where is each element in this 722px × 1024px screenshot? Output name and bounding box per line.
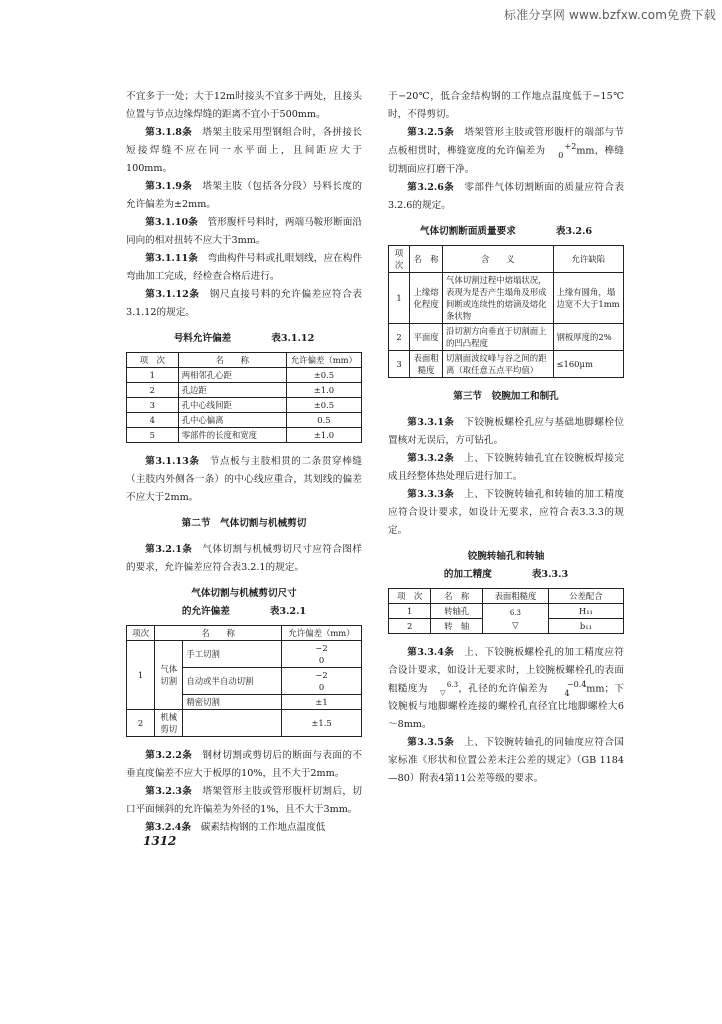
table-row: 4 孔中心偏离 0.5	[127, 413, 362, 428]
table-header: 含 义	[443, 245, 553, 272]
table-row: 2 平面度 沿切割方向垂直于切割面上的凹凸程度 钢板厚度的2%	[389, 323, 624, 350]
table-header: 项 次	[127, 353, 179, 368]
table-3-2-6	[388, 245, 624, 378]
table-header: 项 次	[389, 588, 431, 603]
clause-3-2-2: 第3.2.2条 钢材切割或剪切后的断面与表面的不垂直度偏差不应大于板厚的10%，且不大于2mm。	[126, 750, 363, 779]
clause-3-2-6: 第3.2.6条 零部件气体切割断面的质量应符合表3.2.6的规定。	[388, 181, 625, 211]
table-header: 公差配合	[548, 588, 623, 603]
table-row: 1 气体切割 手工切割 −2 0	[127, 641, 362, 668]
clause-3-3-3: 第3.3.3条 上、下铰腕转轴孔和转轴的加工精度应符合设计要求，如设计无要求，应符合表3.3.3的规定。	[388, 488, 625, 536]
page-number: 1312	[143, 834, 177, 848]
right-column	[388, 88, 624, 788]
clause-3-2-3: 第3.2.3条 塔架管形主肢或管形腹杆切割后，切口平面倾斜的允许偏差为外径的1%，且不大于3mm。	[126, 786, 363, 815]
section-heading: 第二节 气体切割与机械剪切	[181, 518, 307, 529]
table-caption: 铰腕转轴孔和转轴	[467, 550, 545, 562]
table-caption: 气体切割断面质量要求 表3.2.6	[419, 225, 593, 237]
table-row: 2 机械剪切 ±1.5	[127, 710, 362, 737]
table-header: 表面粗糙度	[482, 588, 548, 603]
table-row: 3 孔中心线间距 ±0.5	[127, 398, 362, 413]
table-row: 3 表面粗糙度 切割面波纹峰与谷之间的距离（取任意五点平均值） ≤160μm	[389, 350, 624, 377]
clause-3-3-4: 第3.3.4条 上、下铰腕板螺栓孔的加工精度应符合设计要求，如设计无要求时，上铰腕板螺栓孔的表面粗糙度为 6.3 ▽ ，孔径的允许偏差为 −0.4 4 mm；下铰腕板与地脚螺栓连接的螺栓孔直径宜比地脚螺栓大6～8mm。	[388, 646, 625, 730]
table-header: 允许缺陷	[553, 245, 624, 272]
clause-3-3-1: 第3.3.1条 下铰腕板螺栓孔应与基础地脚螺栓位置核对无误后，方可钻孔。	[388, 416, 625, 446]
clause-3-2-1: 第3.2.1条 气体切割与机械剪切尺寸应符合图样的要求，允许偏差应符合表3.2.1的规定。	[126, 544, 363, 573]
clause-3-1-10: 第3.1.10条 管形腹杆号料时，两端马鞍形断面沿同向的相对扭转不应大于3mm。	[126, 217, 362, 246]
table-row: 5 零部件的长度和宽度 ±1.0	[127, 428, 362, 443]
clause-3-3-2: 第3.3.2条 上、下铰腕转轴孔宜在铰腕板焊接完成且经整体热处理后进行加工。	[388, 452, 625, 482]
table-header: 项次	[389, 245, 410, 272]
site-watermark: 标准分享网 www.bzfxw.com免费下载	[504, 8, 716, 22]
table-header: 名 称	[155, 626, 282, 641]
clause-3-1-11: 第3.1.11条 弯曲构件号料或扎眼划线，应在构件弯曲加工完成，经检查合格后进行。	[126, 253, 362, 282]
table-caption: 的加工精度 表3.3.3	[443, 568, 569, 580]
paragraph: 于−20℃，低合金结构钢的工作地点温度低于−15℃时，不得剪切。	[388, 91, 624, 120]
clause-3-1-13: 第3.1.13条 节点板与主肢相贯的二条贯穿棒缝（主肢内外侧各一条）的中心线应重合，其划线的偏差不应大于2mm。	[126, 456, 363, 503]
left-column	[126, 88, 362, 837]
table-caption: 号料允许偏差 表3.1.12	[173, 333, 315, 344]
table-3-1-12	[126, 352, 362, 443]
paragraph: 不宜多于一处；大于12m时接头不宜多于两处，且接头位置与节点边缘焊缝的距离不宜小于500mm。	[126, 91, 362, 120]
clause-3-1-12: 第3.1.12条 钢尺直接号料的允许偏差应符合表3.1.12的规定。	[126, 289, 363, 318]
table-header: 允许偏差（mm）	[286, 353, 361, 368]
table-3-2-1	[126, 625, 362, 737]
clause-3-1-8: 第3.1.8条 塔架主肢采用型钢组合时，各拼接长短接焊缝不应在同一水平面上，且间距应大于100mm。	[126, 127, 363, 174]
section-heading: 第三节 铰腕加工和制孔	[453, 390, 559, 402]
table-header: 允许偏差（mm）	[282, 626, 362, 641]
table-row: 1 两相邻孔心距 ±0.5	[127, 368, 362, 383]
table-row: 精密切割 ±1	[127, 695, 362, 710]
clause-3-3-5: 第3.3.5条 上、下铰腕转轴孔的同轴度应符合国家标准《形状和位置公差未注公差的规定》（GB 1184—80）附表4第11公差等级的要求。	[388, 737, 625, 784]
roughness-symbol: 6.3 ▽	[482, 603, 548, 633]
table-header: 名 称	[431, 588, 483, 603]
table-header: 名 称	[410, 245, 443, 272]
table-row: 2 转 轴 b₁₁	[389, 618, 624, 633]
table-caption: 的允许偏差 表3.2.1	[181, 606, 307, 617]
table-row: 自动或半自动切割 −2 0	[127, 668, 362, 695]
table-row: 1 转轴孔 6.3 ▽ H₁₁	[389, 603, 624, 618]
clause-3-1-9: 第3.1.9条 塔架主肢（包括各分段）号料长度的允许偏差为±2mm。	[126, 181, 363, 210]
table-row: 2 孔边距 ±1.0	[127, 383, 362, 398]
table-3-3-3	[388, 588, 624, 634]
table-row: 1 上缘熔化程度 气体切割过程中熔塌状况，表现为是否产生塌角及形成间断或连续性的熔滴及熔化条状物 上缘有圆角，塌边宽不大于1mm	[389, 272, 624, 323]
table-caption: 气体切割与机械剪切尺寸	[191, 588, 297, 599]
table-header: 项次	[127, 626, 155, 641]
table-header: 名 称	[178, 353, 286, 368]
clause-3-2-5: 第3.2.5条 塔架管形主肢或管形腹杆的端部与节点板相贯时，榫缝宽度的允许偏差为 +2 0 mm，榫缝切割面应打磨干净。	[388, 127, 625, 175]
clause-3-2-4: 第3.2.4条 碳素结构钢的工作地点温度低	[145, 822, 326, 833]
